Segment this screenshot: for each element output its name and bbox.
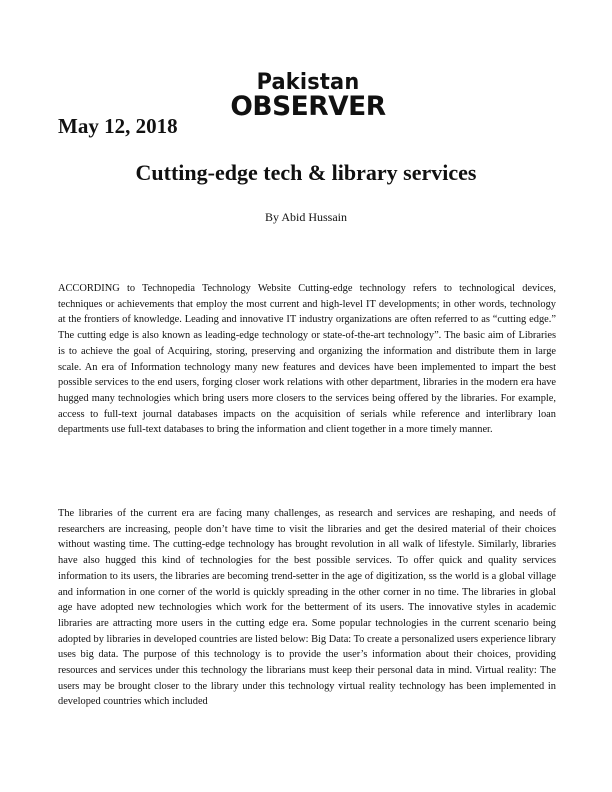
logo-line-pakistan: Pakistan bbox=[256, 70, 360, 95]
newspaper-logo bbox=[213, 72, 403, 122]
article-byline: By Abid Hussain bbox=[264, 210, 347, 224]
article-paragraph-2: The libraries of the current era are facing many challenges, as research and services are reshaping, and needs of researchers are increasing, people don’t have time to visit the libraries and get the desired material of their choices without wasting time. The cutting-edge technology has brought revolution in all walk of lifestyle. Similarly, libraries have also hugged this kind of technologies for the best possible services. To offer quick and quality services information to its users, the libraries are becoming trend-setter in the age of digitization, ss the world is a global village and information in one corner of the world is quickly spreading in the other corner in no time. The libraries in global age have adopted new technologies which work for the betterment of its users. The innovative styles in academic libraries are attracting more users in the cutting edge era. Some popular technologies in the current scenario being adopted by libraries in developed countries are listed below: Big Data: To create a personalized users experience library uses big data. The purpose of this technology is to provide the user’s information about their choices, providing resources and services under this technology the librarians must keep their personal data in mind. Virtual reality: The users may be brought closer to the library under this technology virtual reality technology has been implemented in developed countries which included bbox=[58, 508, 556, 708]
logo-line-observer: OBSERVER bbox=[230, 91, 386, 122]
article-paragraph-1: ACCORDING to Technopedia Technology Website Cutting-edge technology refers to technological devices, techniques or achievements that employ the most current and high-level IT developments; in other words, technology at the frontiers of knowledge. Leading and innovative IT industry organizations are often referred to as “cutting edge.” The cutting edge is also known as leading-edge technology or state-of-the-art technology”. The basic aim of Libraries is to achieve the goal of Acquiring, storing, preserving and organizing the information and distribute them in large scale. An era of Information technology many new features and devices have been implemented to impart the best possible services to the end users, forging closer work relations with other department, libraries in the modern era have hugged many technologies which bring users more closers to the services being offered by the libraries. For example, access to full-text journal databases impacts on the acquisition of serials while reference and interlibrary loan departments use full-text databases to bring the information and client together in a more timely manner. bbox=[58, 283, 556, 436]
publication-date: May 12, 2018 bbox=[58, 114, 178, 138]
article-headline: Cutting-edge tech & library services bbox=[135, 160, 477, 185]
